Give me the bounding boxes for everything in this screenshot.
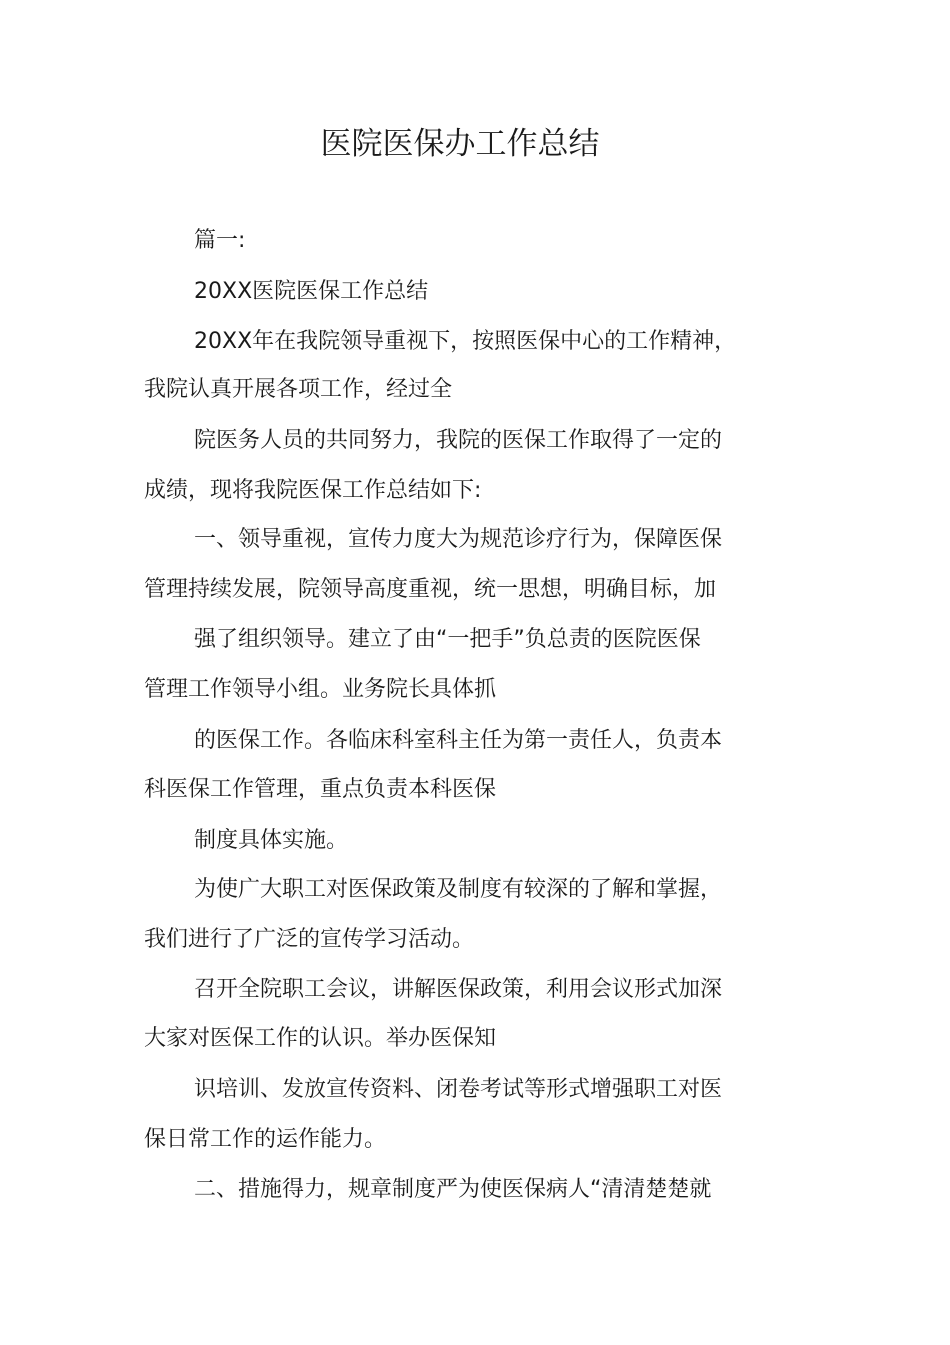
text-line: 管理工作领导小组。业务院长具体抓 (144, 677, 497, 702)
text-line: 的医保工作。各临床科室科主任为第一责任人，负责本 (194, 728, 723, 753)
text-line: 强了组织领导。建立了由“一把手”负总责的医院医保 (194, 627, 701, 652)
text-line: 为使广大职工对医保政策及制度有较深的了解和掌握， (194, 877, 723, 902)
text-line: 我院认真开展各项工作，经过全 (144, 377, 453, 402)
text-line: 20XX医院医保工作总结 (194, 279, 429, 304)
text-line: 20XX年在我院领导重视下，按照医保中心的工作精神， (194, 329, 737, 354)
document-title: 医院医保办工作总结 (320, 126, 600, 162)
text-line: 成绩，现将我院医保工作总结如下: (144, 478, 482, 503)
text-line: 科医保工作管理，重点负责本科医保 (144, 777, 497, 802)
text-line: 一、领导重视，宣传力度大为规范诊疗行为，保障医保 (194, 527, 723, 552)
text-line: 制度具体实施。 (194, 828, 349, 853)
text-line: 大家对医保工作的认识。举办医保知 (144, 1026, 497, 1051)
text-line: 院医务人员的共同努力，我院的医保工作取得了一定的 (194, 428, 723, 453)
text-line: 管理持续发展，院领导高度重视，统一思想，明确目标，加 (144, 577, 717, 602)
text-line: 我们进行了广泛的宣传学习活动。 (144, 927, 475, 952)
text-line: 召开全院职工会议，讲解医保政策，利用会议形式加深 (194, 977, 723, 1002)
text-line: 二、措施得力，规章制度严为使医保病人“清清楚楚就 (194, 1177, 712, 1202)
text-line: 保日常工作的运作能力。 (144, 1127, 387, 1152)
text-line: 篇一: (194, 228, 246, 253)
text-line: 识培训、发放宣传资料、闭卷考试等形式增强职工对医 (194, 1077, 723, 1102)
